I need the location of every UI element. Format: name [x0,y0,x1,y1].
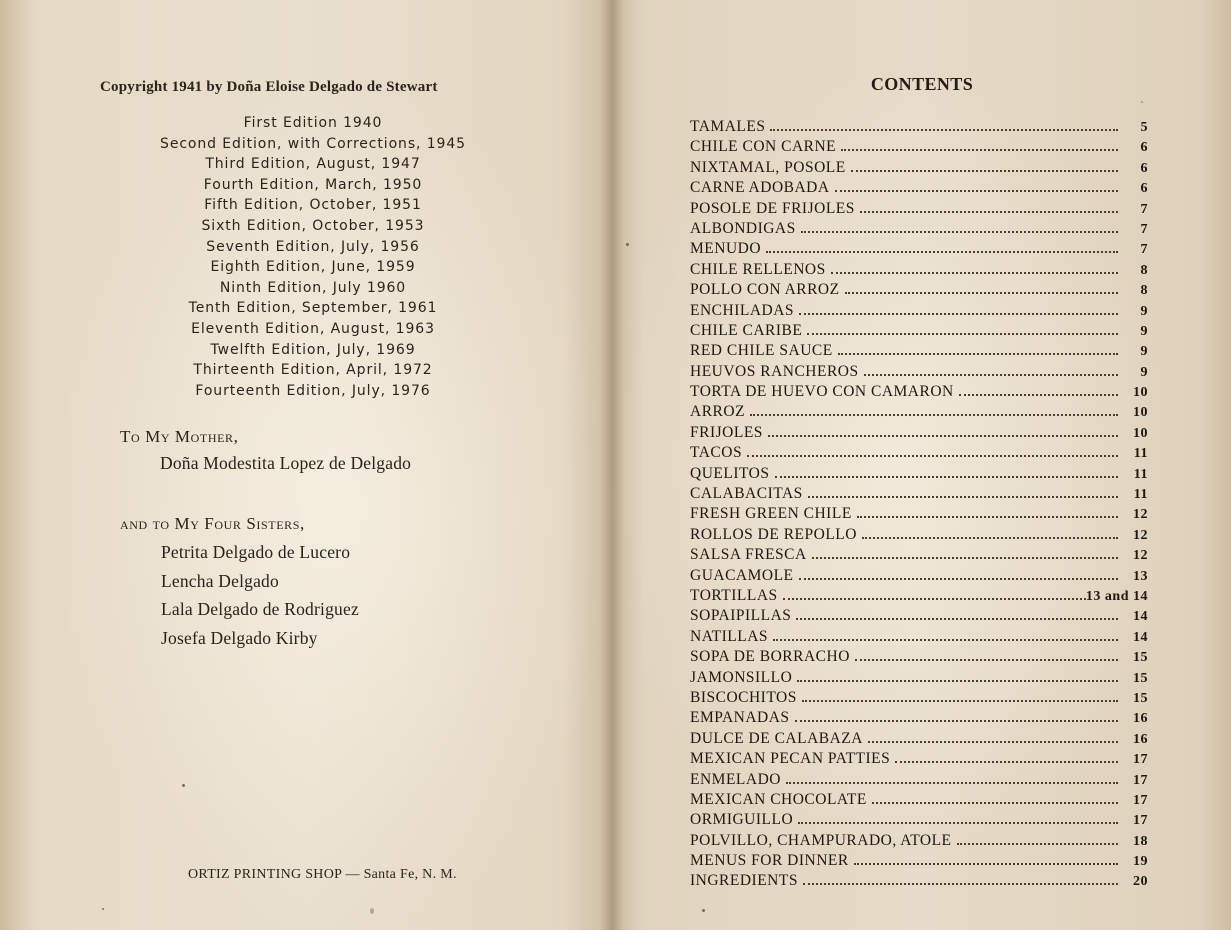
contents-entry [690,301,1148,321]
printer-imprint: ORTIZ PRINTING SHOP — Santa Fe, N. M. [188,867,457,882]
dot-leader [773,638,1118,641]
entry-page-number: 18 [1133,833,1148,849]
dot-leader [855,658,1118,661]
entry-title: CHILE RELLENOS [690,260,826,278]
entry-page-number: 14 [1133,629,1148,645]
entry-page-number: 10 [1133,425,1148,441]
entry-title: BISCOCHITOS [690,688,797,706]
entry-page-number: 17 [1133,792,1148,808]
dot-leader [812,556,1118,559]
entry-page-number: 16 [1133,711,1148,727]
entry-page-number: 17 [1133,772,1148,788]
edition-item: Fourteenth Edition, July, 1976 [195,382,431,399]
dot-leader [838,352,1118,355]
entry-page-number: 8 [1140,283,1148,299]
entry-page-number: 12 [1133,548,1148,564]
dot-leader [770,128,1118,131]
entry-page-number: 9 [1140,344,1148,360]
entry-title: POLLO CON ARROZ [690,281,840,299]
dot-leader [857,515,1118,518]
entry-title: HEUVOS RANCHEROS [690,362,859,380]
entry-page-number: 10 [1133,405,1148,421]
dot-leader [868,740,1118,743]
contents-entry [690,668,1148,688]
edition-item: Seventh Edition, July, 1956 [206,238,420,255]
paper-speck [102,908,104,910]
entry-page-number: 7 [1140,242,1148,258]
contents-entry [690,606,1148,626]
edition-item: Thirteenth Edition, April, 1972 [193,362,433,379]
dot-leader [801,230,1118,233]
paper-speck [702,909,705,912]
dot-leader [851,169,1118,172]
contents-entry [690,219,1148,239]
contents-entry [690,260,1148,280]
contents-entry [690,627,1148,647]
entry-page-number: 15 [1133,670,1148,686]
entry-page-number: 19 [1133,854,1148,870]
dot-leader [775,475,1119,478]
entry-title: SOPAIPILLAS [690,607,792,625]
dedication-name: Lencha Delgado [161,570,279,591]
entry-title: NATILLAS [690,627,769,645]
dot-leader [783,597,1086,600]
contents-entry [690,341,1148,361]
dedication-name: Josefa Delgado Kirby [161,627,318,648]
dot-leader [802,699,1118,702]
entry-page-number: 11 [1133,487,1148,503]
contents-entry [690,770,1148,790]
entry-page-number: 17 [1133,752,1148,768]
edition-item: First Edition 1940 [243,115,383,131]
edition-item: Eighth Edition, June, 1959 [210,259,416,276]
entry-title: NIXTAMAL, POSOLE [690,158,846,176]
contents-entry [690,545,1148,565]
entry-title: ROLLOS DE REPOLLO [690,525,857,543]
contents-entry [690,423,1148,443]
contents-entry [690,321,1148,341]
dot-leader [766,250,1118,253]
contents-entry [690,851,1148,871]
dot-leader [860,210,1118,213]
contents-entry [690,729,1148,749]
contents-entry [690,586,1148,606]
contents-entry [690,831,1148,851]
dot-leader [895,760,1118,763]
dot-leader [845,291,1118,294]
entry-page-number: 7 [1140,201,1148,217]
edition-item: Twelfth Edition, July, 1969 [210,341,416,358]
entry-title: RED CHILE SAUCE [690,342,833,360]
entry-title: ORMIGUILLO [690,811,794,829]
entry-title: TORTA DE HUEVO CON CAMARON [690,383,954,401]
edition-item: Fourth Edition, March, 1950 [203,176,423,193]
entry-title: ENCHILADAS [690,301,795,319]
contents-title: CONTENTS [870,74,974,94]
copyright-notice: Copyright 1941 by Doña Eloise Delgado de Stewart [100,79,438,95]
dot-leader [796,617,1118,620]
contents-entry [690,749,1148,769]
dot-leader [808,495,1118,498]
paper-speck [626,243,629,246]
contents-entry [690,647,1148,667]
dot-leader [831,271,1118,274]
paper-speck [1141,101,1143,103]
contents-entry [690,239,1148,259]
dot-leader [803,882,1118,885]
edition-item: Third Edition, August, 1947 [205,156,421,173]
entry-title: FRESH GREEN CHILE [690,505,852,523]
entry-title: ENMELADO [690,770,781,788]
entry-title: MEXICAN PECAN PATTIES [690,750,891,768]
entry-page-number: 13 [1133,568,1148,584]
entry-title: ARROZ [690,403,746,421]
paper-speck [370,908,374,914]
entry-title: QUELITOS [690,464,770,482]
entry-page-number: 12 [1133,507,1148,523]
contents-entry [690,810,1148,830]
entry-title: CARNE ADOBADA [690,179,830,197]
entry-page-number: 12 [1133,527,1148,543]
contents-entry [690,688,1148,708]
contents-entry [690,402,1148,422]
entry-page-number: 8 [1140,262,1148,278]
entry-page-number: 15 [1133,650,1148,666]
contents-entry [690,362,1148,382]
contents-list [690,117,1148,892]
entry-title: TACOS [690,444,743,462]
dot-leader [797,679,1118,682]
right-page [612,0,1231,930]
edition-item: Ninth Edition, July 1960 [219,279,407,296]
dedication-name: Doña Modestita Lopez de Delgado [160,453,412,473]
dot-leader [799,312,1118,315]
dot-leader [795,719,1118,722]
dot-leader [799,577,1118,580]
entry-page-number: 11 [1133,446,1148,462]
entry-page-number: 9 [1140,364,1148,380]
contents-entry [690,117,1148,137]
dedication-heading: and to My Four Sisters, [120,514,305,533]
dot-leader [957,842,1118,845]
dot-leader [768,434,1118,437]
entry-page-number: 6 [1140,140,1148,156]
contents-entry [690,199,1148,219]
edition-item: Second Edition, with Corrections, 1945 [160,135,466,152]
entry-title: MENUS FOR DINNER [690,852,849,870]
entry-title: INGREDIENTS [690,872,798,890]
dot-leader [854,862,1118,865]
entry-page-number: 17 [1133,813,1148,829]
dot-leader [872,801,1118,804]
entry-page-number: 14 [1133,609,1148,625]
edition-item: Tenth Edition, September, 1961 [188,300,438,317]
entry-title: CALABACITAS [690,485,803,503]
dot-leader [862,536,1118,539]
paper-speck [182,784,185,787]
entry-title: CHILE CON CARNE [690,138,837,156]
contents-entry [690,137,1148,157]
contents-entry [690,790,1148,810]
contents-entry [690,280,1148,300]
contents-entry [690,484,1148,504]
dedication-name: Petrita Delgado de Lucero [161,542,351,562]
entry-title: GUACAMOLE [690,566,794,584]
entry-page-number: 9 [1140,303,1148,319]
entry-page-number: 11 [1133,466,1148,482]
entry-title: TAMALES [690,118,766,135]
dot-leader [959,393,1118,396]
entry-title: TORTILLAS [690,586,778,604]
dot-leader [835,189,1118,192]
entry-page-number: 16 [1133,731,1148,747]
edition-item: Sixth Edition, October, 1953 [201,217,425,234]
contents-entry [690,871,1148,891]
dot-leader [750,413,1118,416]
dot-leader [841,148,1118,151]
entry-title: CHILE CARIBE [690,321,803,339]
entry-page-number: 9 [1140,323,1148,339]
dedication-heading: To My Mother, [120,427,239,446]
contents-entry [690,566,1148,586]
entry-title: JAMONSILLO [690,668,793,686]
dot-leader [786,781,1118,784]
contents-entry [690,443,1148,463]
contents-entry [690,708,1148,728]
entry-title: EMPANADAS [690,709,790,727]
entry-title: MEXICAN CHOCOLATE [690,790,867,808]
contents-entry [690,178,1148,198]
entry-page-number: 7 [1140,221,1148,237]
book-gutter [600,0,624,930]
contents-entry [690,382,1148,402]
entry-title: DULCE DE CALABAZA [690,729,863,747]
contents-entry [690,525,1148,545]
dedication-sisters [120,514,520,652]
contents-entry [690,158,1148,178]
entry-title: ALBONDIGAS [690,219,796,237]
entry-page-number: 20 [1133,874,1148,890]
entry-page-number: 6 [1140,160,1148,176]
entry-title: FRIJOLES [690,423,763,441]
entry-page-number: 5 [1140,120,1148,135]
dot-leader [747,454,1118,457]
entry-title: POLVILLO, CHAMPURADO, ATOLE [690,831,952,849]
entry-page-number: 10 [1133,385,1148,401]
contents-entry [690,464,1148,484]
entry-title: POSOLE DE FRIJOLES [690,199,855,217]
edition-item: Fifth Edition, October, 1951 [204,197,422,214]
entry-page-number: 13 and 14 [1085,588,1148,604]
contents-entry [690,504,1148,524]
dot-leader [807,332,1118,335]
entry-page-number: 6 [1140,181,1148,197]
entry-title: MENUDO [690,240,762,258]
dot-leader [798,821,1118,824]
edition-list [130,113,496,401]
entry-title: SOPA DE BORRACHO [690,648,850,666]
entry-page-number: 15 [1133,690,1148,706]
dedication-name: Lala Delgado de Rodriguez [161,599,359,619]
dot-leader [864,373,1118,376]
edition-item: Eleventh Edition, August, 1963 [191,320,435,337]
dedication-mother [120,427,520,474]
left-page [0,0,612,930]
entry-title: SALSA FRESCA [690,546,807,564]
